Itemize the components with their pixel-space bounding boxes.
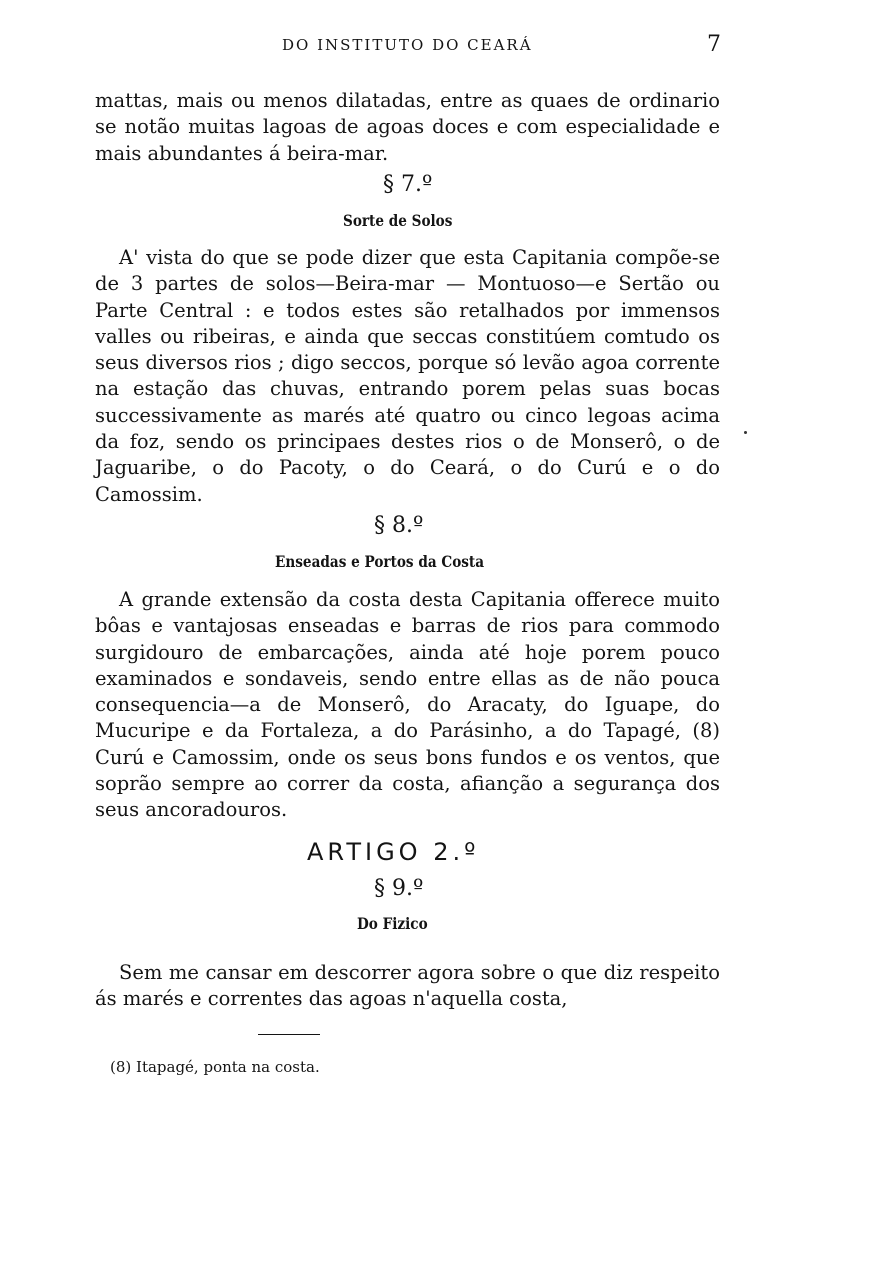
page-number: 7 xyxy=(707,32,721,57)
section-7-paragraph xyxy=(95,245,720,508)
stray-mark xyxy=(744,431,747,434)
section-8-text: A grande extensão da costa desta Capitania offerece muito bôas e vantajosas enseadas e barras de rios para commodo surgidouro de embarcações, ainda até hoje porem pouco examinados e sondaveis, sendo entre ellas as de não pouca consequencia—a de Monserô, do Aracaty, do Iguape, do Mucuripe e da Fortaleza, a do Parásinho, a do Tapagé, (8) Curú e Camossim, onde os seus bons fundos e os ventos, que soprão sempre ao correr da costa, afianção a segurança dos seus ancoradouros. xyxy=(95,588,720,822)
section-8-title: Enseadas e Portos da Costa xyxy=(275,552,485,571)
section-9-paragraph xyxy=(95,960,720,1013)
section-9-text: Sem me cansar em descorrer agora sobre o que diz respeito ás marés e correntes das agoas n'aquella costa, xyxy=(95,961,720,1011)
section-8-number: § 8.º xyxy=(374,513,424,538)
section-8-paragraph xyxy=(95,587,720,824)
continuation-paragraph xyxy=(95,88,720,167)
section-9-title: Do Fizico xyxy=(357,914,428,933)
footnote: (8) Itapagé, ponta na costa. xyxy=(110,1058,320,1076)
section-7-text: A' vista do que se pode dizer que esta Capitania compõe-se de 3 partes de solos—Beira-mar — Montuoso—e Sertão ou Parte Central : e todos estes são retalhados por immensos valles ou ribeiras, e ainda que seccas constitúem comtudo os seus diversos rios ; digo seccos, porque só levão agoa corrente na estação das chuvas, entrando porem pelas suas bocas successivamente as marés até quatro ou cinco legoas acima da foz, sendo os principaes destes rios o de Monserô, o de Jaguaribe, o do Pacoty, o do Ceará, o do Curú e o do Camossim. xyxy=(95,246,720,506)
section-7-title: Sorte de Solos xyxy=(343,211,453,230)
running-head: DO INSTITUTO DO CEARÁ xyxy=(282,36,533,54)
article-title: ARTIGO 2.º xyxy=(307,838,480,866)
footnote-rule xyxy=(258,1034,320,1035)
section-7-number: § 7.º xyxy=(383,172,433,197)
continuation-text: mattas, mais ou menos dilatadas, entre as quaes de ordinario se notão muitas lagoas de agoas doces e com especialidade e mais abundantes á beira-mar. xyxy=(95,89,720,165)
section-9-number: § 9.º xyxy=(374,876,424,901)
